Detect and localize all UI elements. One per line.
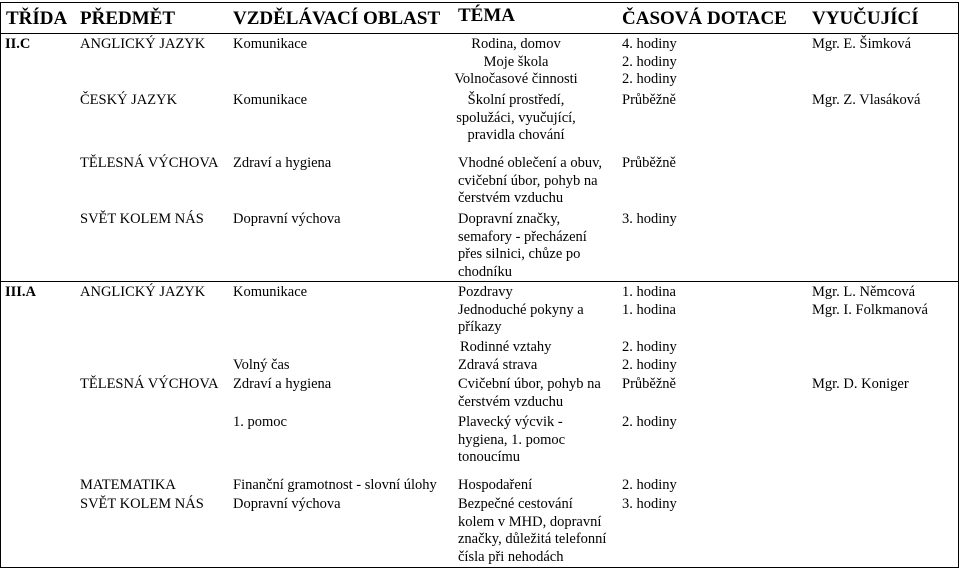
iiia-skn-area: Dopravní výchova xyxy=(233,496,341,512)
iic-skn-topic: Dopravní značky, semafory - přecházení přes silnici, chůze po chodníku xyxy=(458,211,587,280)
header-predmet: PŘEDMĚT xyxy=(80,8,175,29)
iiia-tv-area-2: 1. pomoc xyxy=(233,414,287,430)
iiia-aj-topic-3: Zdravá strava xyxy=(458,357,538,373)
table-top-border xyxy=(0,2,959,3)
iiia-tv-topic-2: Plavecký výcvik - hygiena, 1. pomoc tonoucímu xyxy=(458,414,566,465)
iiia-aj-area-3: Volný čas xyxy=(233,357,290,373)
iiia-skn-subject: SVĚT KOLEM NÁS xyxy=(80,496,204,512)
header-bottom-border xyxy=(0,33,959,34)
iic-skn-area: Dopravní výchova xyxy=(233,211,341,227)
iiia-top-border xyxy=(0,281,959,282)
iiia-aj-hours-1: 1. hodina 1. hodina xyxy=(622,284,676,318)
iiia-aj-topic-2: Rodinné vztahy xyxy=(460,339,552,355)
iic-tv-area: Zdraví a hygiena xyxy=(233,155,332,171)
header-tema: TÉMA xyxy=(458,5,515,26)
iic-aj-subject: ANGLICKÝ JAZYK xyxy=(80,36,206,52)
iiia-tv-hours-2: 2. hodiny xyxy=(622,414,677,430)
iiia-tv-teacher: Mgr. D. Koniger xyxy=(812,376,909,392)
iic-aj-area: Komunikace xyxy=(233,36,308,52)
iiia-aj-hours-3: 2. hodiny xyxy=(622,357,677,373)
header-dotace: ČASOVÁ DOTACE xyxy=(622,8,787,29)
iiia-tv-area-1: Zdraví a hygiena xyxy=(233,376,332,392)
iiia-aj-teacher: Mgr. L. Němcová Mgr. I. Folkmanová xyxy=(812,284,928,318)
iiia-aj-hours-2: 2. hodiny xyxy=(622,339,677,355)
iiia-aj-area-1: Komunikace xyxy=(233,284,308,300)
header-trida: TŘÍDA xyxy=(6,8,68,29)
header-vyucujici: VYUČUJÍCÍ xyxy=(812,8,919,29)
iic-cj-topic: Školní prostředí, spolužáci, vyučující, pravidla chování xyxy=(456,92,576,143)
iic-cj-subject: ČESKÝ JAZYK xyxy=(80,92,178,108)
iiia-aj-subject: ANGLICKÝ JAZYK xyxy=(80,284,206,300)
iiia-mat-subject: MATEMATIKA xyxy=(80,477,176,493)
iic-aj-teacher: Mgr. E. Šimková xyxy=(812,36,912,52)
iiia-skn-hours: 3. hodiny xyxy=(622,496,677,512)
table-left-border xyxy=(0,2,1,568)
table-bottom-border xyxy=(0,567,959,568)
iiia-tv-hours-1: Průběžně xyxy=(622,376,676,392)
header-oblast: VZDĚLÁVACÍ OBLAST xyxy=(233,8,441,29)
class-label-iiia: III.A xyxy=(5,284,37,300)
iic-tv-hours: Průběžně xyxy=(622,155,676,171)
iic-cj-area: Komunikace xyxy=(233,92,308,108)
iiia-aj-topic-1: Pozdravy Jednoduché pokyny a příkazy xyxy=(458,284,584,335)
iiia-mat-hours: 2. hodiny xyxy=(622,477,677,493)
iic-tv-topic: Vhodné oblečení a obuv, cvičební úbor, pohyb na čerstvém vzduchu xyxy=(458,155,603,206)
iic-aj-topics: Rodina, domov Moje škola Volnočasové činnosti xyxy=(454,36,578,87)
iic-skn-subject: SVĚT KOLEM NÁS xyxy=(80,211,204,227)
iiia-tv-topic-1: Cvičební úbor, pohyb na čerstvém vzduchu xyxy=(458,376,601,410)
iic-cj-teacher: Mgr. Z. Vlasáková xyxy=(812,92,921,108)
iic-cj-hours: Průběžně xyxy=(622,92,676,108)
iiia-tv-subject: TĚLESNÁ VÝCHOVA xyxy=(80,376,219,392)
iic-skn-hours: 3. hodiny xyxy=(622,211,677,227)
iic-aj-hours: 4. hodiny 2. hodiny 2. hodiny xyxy=(622,36,677,87)
iiia-mat-area: Finanční gramotnost - slovní úlohy xyxy=(233,477,437,493)
iiia-mat-topic: Hospodaření xyxy=(458,477,533,493)
iiia-skn-topic: Bezpečné cestování kolem v MHD, dopravní značky, důležitá telefonní čísla při nehodách xyxy=(458,496,607,565)
class-label-iic: II.C xyxy=(5,36,31,52)
iic-tv-subject: TĚLESNÁ VÝCHOVA xyxy=(80,155,219,171)
